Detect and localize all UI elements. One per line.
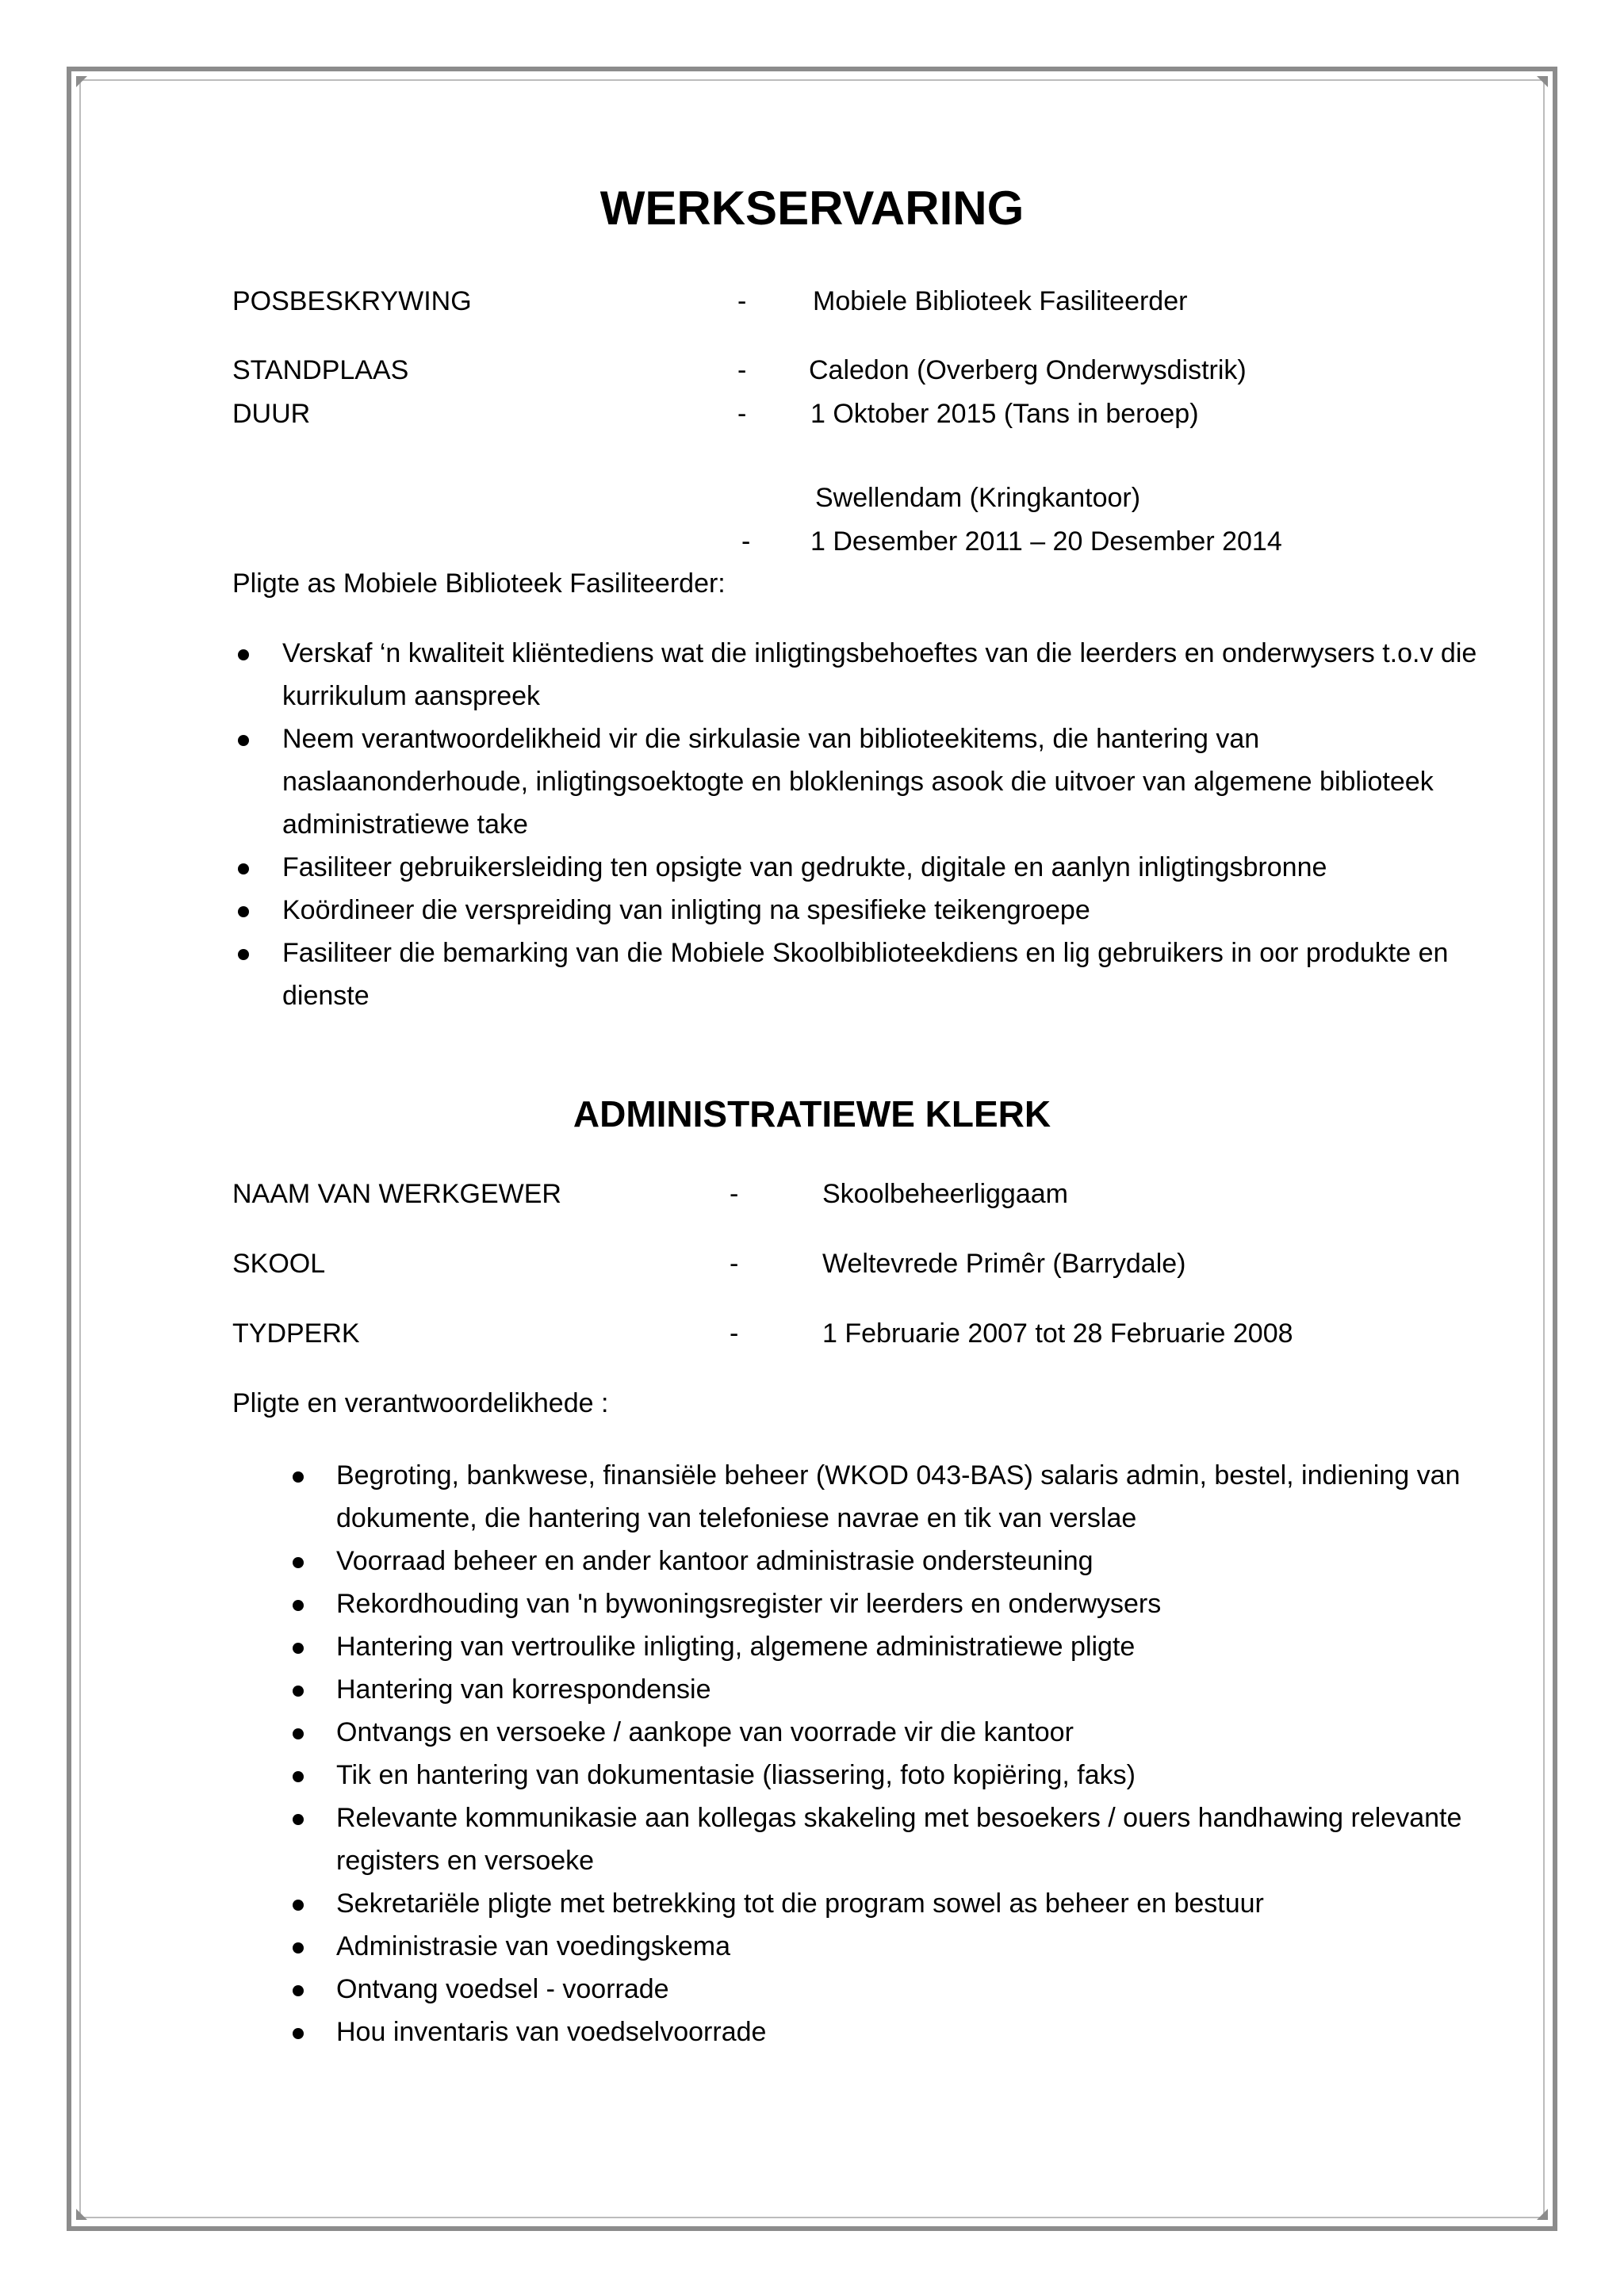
bullet-icon [293,2028,304,2039]
list-item: Verskaf ‘n kwaliteit kliëntediens wat die inligtingsbehoeftes van die leerders en onderwysers t.o.v die kurrikulum aanspreek [282,632,1527,718]
list-item: Koördineer die verspreiding van inligting na spesifieke teikengroepe [282,889,1527,932]
value-standplaas: Caledon (Overberg Onderwysdistrik) [809,355,1247,385]
list-item: Administrasie van voedingskema [336,1925,1526,1968]
bullet-icon [293,1728,304,1739]
label-skool: SKOOL [232,1249,326,1279]
value-tydperk: 1 Februarie 2007 tot 28 Februarie 2008 [822,1318,1293,1349]
list-item: Begroting, bankwese, finansiële beheer (WKOD 043-BAS) salaris admin, bestel, indiening van dokumente, die hantering van telefoniese navrae en tik van verslae [336,1454,1526,1540]
dash-separator: - [741,526,751,557]
duties-list [336,1454,1526,2053]
list-item: Hantering van korrespondensie [336,1668,1526,1711]
dash-separator: - [730,1179,739,1209]
corner-ornament-bottom-right [1537,2209,1548,2220]
list-item: Fasiliteer die bemarking van die Mobiele Skoolbiblioteekdiens en lig gebruikers in oor produkte en dienste [282,932,1527,1017]
label-tydperk: TYDPERK [232,1318,360,1349]
list-item: Tik en hantering van dokumentasie (liassering, foto kopiëring, faks) [336,1754,1526,1797]
bullet-icon [238,649,249,660]
bullet-icon [293,1643,304,1654]
bullet-icon [293,1686,304,1697]
value-skool: Weltevrede Primêr (Barrydale) [822,1249,1186,1279]
list-item: Ontvang voedsel - voorrade [336,1968,1526,2011]
section-title-administratiewe-klerk: ADMINISTRATIEWE KLERK [573,1093,1051,1135]
list-item: Sekretariële pligte met betrekking tot die program sowel as beheer en bestuur [336,1882,1526,1925]
label-duur: DUUR [232,399,311,429]
bullet-icon [293,1814,304,1825]
dash-separator: - [737,355,747,385]
list-item: Hantering van vertroulike inligting, algemene administratiewe pligte [336,1625,1526,1668]
corner-ornament-top-left [76,76,87,87]
label-standplaas: STANDPLAAS [232,355,409,385]
duties-heading: Pligte en verantwoordelikhede : [232,1388,609,1418]
label-posbeskrywing: POSBESKRYWING [232,286,472,316]
list-item: Fasiliteer gebruikersleiding ten opsigte van gedrukte, digitale en aanlyn inligtingsbronne [282,846,1527,889]
value-duur: 1 Oktober 2015 (Tans in beroep) [810,399,1199,429]
bullet-icon [238,863,249,874]
bullet-icon [238,735,249,746]
list-item: Ontvangs en versoeke / aankope van voorrade vir die kantoor [336,1711,1526,1754]
list-item: Rekordhouding van 'n bywoningsregister vir leerders en onderwysers [336,1582,1526,1625]
corner-ornament-bottom-left [76,2209,87,2220]
bullet-icon [293,1557,304,1568]
list-item: Relevante kommunikasie aan kollegas skakeling met besoekers / ouers handhawing relevante registers en versoeke [336,1797,1526,1882]
value-posbeskrywing: Mobiele Biblioteek Fasiliteerder [813,286,1188,316]
bullet-icon [293,1600,304,1611]
bullet-icon [293,1900,304,1911]
duties-heading: Pligte as Mobiele Biblioteek Fasiliteerder: [232,568,726,599]
list-item: Hou inventaris van voedselvoorrade [336,2011,1526,2053]
duties-list [282,632,1527,1017]
value-extra-period: 1 Desember 2011 – 20 Desember 2014 [810,526,1282,557]
bullet-icon [293,1985,304,1996]
list-item: Neem verantwoordelikheid vir die sirkulasie van biblioteekitems, die hantering van naslaanonderhoude, inligtingsoektogte en bloklenings asook die uitvoer van algemene biblioteek administratiewe take [282,718,1527,846]
bullet-icon [293,1942,304,1954]
bullet-icon [293,1471,304,1483]
list-item: Voorraad beheer en ander kantoor administrasie ondersteuning [336,1540,1526,1582]
dash-separator: - [737,286,747,316]
corner-ornament-top-right [1537,76,1548,87]
section-title-werkservaring: WERKSERVARING [599,182,1025,235]
value-naam-van-werkgewer: Skoolbeheerliggaam [822,1179,1068,1209]
dash-separator: - [730,1249,739,1279]
label-naam-van-werkgewer: NAAM VAN WERKGEWER [232,1179,561,1209]
bullet-icon [238,906,249,917]
dash-separator: - [737,399,747,429]
dash-separator: - [730,1318,739,1349]
bullet-icon [293,1771,304,1782]
bullet-icon [238,949,249,960]
value-extra-place: Swellendam (Kringkantoor) [815,483,1141,513]
